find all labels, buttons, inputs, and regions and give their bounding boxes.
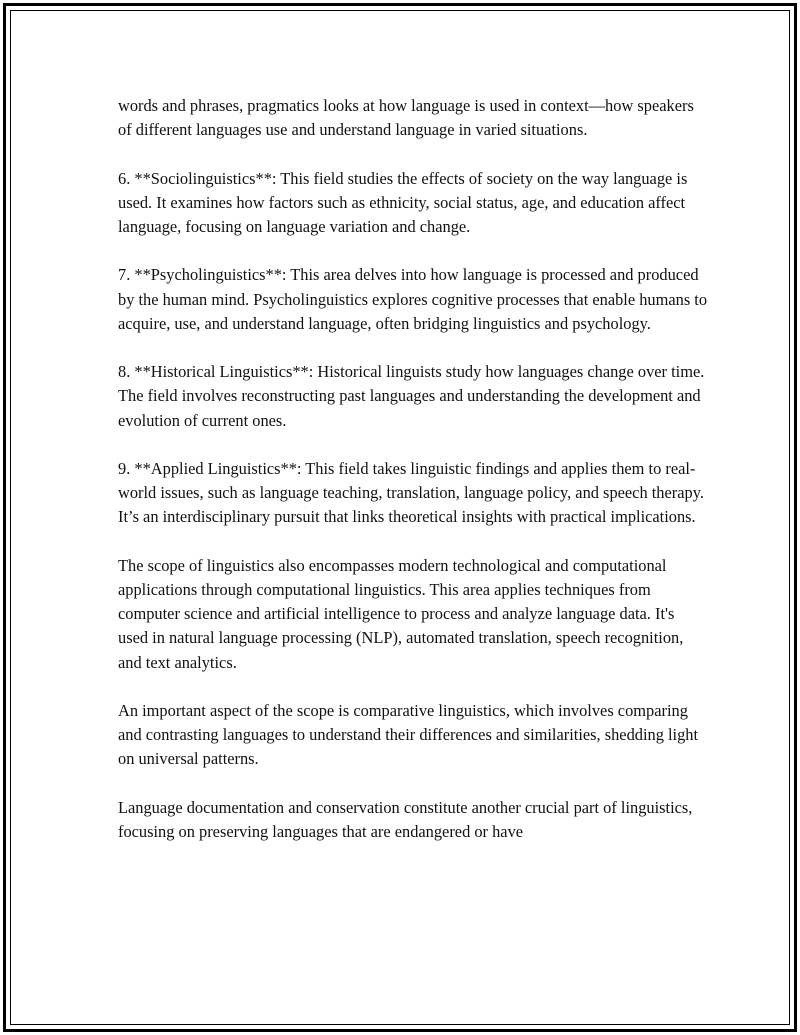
paragraph-comparative-linguistics: An important aspect of the scope is comparative linguistics, which involves comparing and contrasting languages to understand their differences and similarities, shedding light on universal patterns. (118, 700, 699, 769)
paragraph-computational-linguistics: The scope of linguistics also encompasses modern technological and computational applications through computational linguistics. This area applies techniques from computer science and artificial intelligence to process and analyze language data. It's used in natural language processing (NLP), automated translation, speech recognition, and text analytics. (118, 555, 684, 672)
paragraph-sociolinguistics: 6. **Sociolinguistics**: This field studies the effects of society on the way language is used. It examines how factors such as ethnicity, social status, age, and education affect language, focusing on language variation and change. (118, 168, 688, 236)
paragraph-language-documentation: Language documentation and conservation constitute another crucial part of linguistics, focusing on preserving languages that are endangered or have (118, 797, 693, 841)
document-body (118, 94, 708, 844)
paragraph-pragmatics-continuation: words and phrases, pragmatics looks at how language is used in context—how speakers of different languages use and understand language in varied situations. (118, 96, 694, 140)
paragraph-historical-linguistics: 8. **Historical Linguistics**: Historical linguists study how languages change over time. The field involves reconstructing past languages and understanding the development and evolution of current ones. (118, 362, 705, 430)
paragraph-applied-linguistics: 9. **Applied Linguistics**: This field takes linguistic findings and applies them to real-world issues, such as language teaching, translation, language policy, and speech therapy. It’s an interdisciplinary pursuit that links theoretical insights with practical implications. (118, 458, 704, 527)
paragraph-psycholinguistics: 7. **Psycholinguistics**: This area delves into how language is processed and produced by the human mind. Psycholinguistics explores cognitive processes that enable humans to acquire, use, and understand language, often bridging linguistics and psychology. (118, 265, 708, 333)
